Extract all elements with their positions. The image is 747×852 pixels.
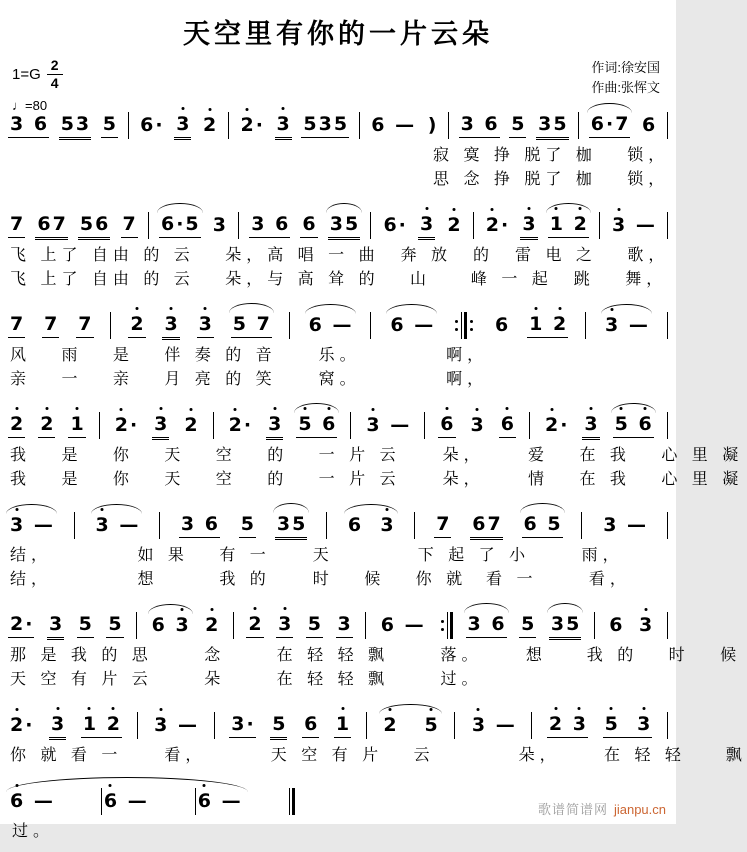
barline [159,512,160,539]
octave-dot [210,608,213,611]
lyrics-row: 亲 一 亲 月 亮 的 笑 窝。 啊， [10,371,489,388]
octave-dot [120,408,123,411]
note-group: 3 [162,313,179,338]
slur-arc [273,503,309,513]
score-line [8,400,744,492]
slur-arc [464,603,509,613]
octave-dot [620,407,623,410]
note-group: 1 2 [527,313,568,338]
octave-dot [56,707,59,710]
barline [531,712,532,739]
time-signature [47,58,63,92]
note-group: 2 [203,614,220,636]
octave-dot [388,708,391,711]
note-group: 6 5 [522,513,563,538]
barline [667,312,668,339]
barline [438,612,453,639]
slur-arc [6,504,57,514]
octave-dot [550,408,553,411]
octave-dot [554,707,557,710]
octave-dot [109,784,112,787]
score [8,97,747,852]
note-group: 5 [306,613,323,638]
note-group: 3 [197,313,214,338]
octave-dot [527,207,530,210]
note-group: 3 5 [328,213,360,238]
note-group: 3 · [229,713,255,738]
note-group: 2 [8,413,25,438]
barline [448,112,449,139]
octave-dot [15,784,18,787]
octave-dot [491,208,494,211]
lyrics-row: 过。 [12,823,55,840]
slur-arc [587,103,633,113]
note-group: 3 [469,414,486,436]
barline [667,412,668,439]
octave-dot [303,407,306,410]
barline [370,212,371,239]
note-group: 5 6 [613,413,654,438]
note-group: 6 · [140,114,163,136]
note-group: 5 [239,513,256,538]
note-group: 1 [334,713,351,738]
barline [213,412,214,439]
octave-dot [445,407,448,410]
note-group: 3 [520,213,537,238]
note-group: 3 — [470,714,517,736]
time-signature-top: 2 [47,58,63,75]
note-group: 1 2 [548,213,589,238]
barline [594,612,595,639]
barline [667,112,668,139]
octave-dot [476,408,479,411]
note-group: 2 [445,214,462,236]
note-group: 3 [336,613,353,638]
barline [359,112,360,139]
octave-dot [590,407,593,410]
octave-dot [283,607,286,610]
barline [667,512,668,539]
note-group: 2 · [543,414,569,436]
octave-dot [234,408,237,411]
note-group: 7 [434,513,451,538]
note-group: 3 6 [249,213,290,238]
octave-dot [477,708,480,711]
octave-dot [159,708,162,711]
octave-dot [506,407,509,410]
octave-dot [644,608,647,611]
octave-dot [555,207,558,210]
slur-arc [601,304,652,314]
note-group: 7 [121,213,138,238]
note-group: 5 6 [78,213,110,238]
note-group: 2 [182,414,199,436]
barline [370,312,371,339]
barline [585,312,586,339]
note-group: 6 [438,413,455,438]
note-group: 6 [499,413,516,438]
octave-dot [644,407,647,410]
note-group: 5 [77,613,94,638]
slur-arc [148,604,193,614]
octave-dot [341,707,344,710]
note-group: 3 — [93,514,140,536]
note-group: 6 [495,314,509,336]
tempo-marking: ♩=80 [12,97,48,113]
note-group: 5 [106,613,123,638]
score-line [8,700,747,768]
notation-row [8,700,668,744]
octave-dot [385,508,388,511]
octave-dot [578,707,581,710]
note-group: ) [427,114,437,136]
note-group: 5 3 5 [301,113,349,138]
notation-row [8,97,668,144]
octave-dot [190,408,193,411]
score-line [8,500,668,592]
note-group: 3 6 [466,613,507,638]
octave-dot [159,407,162,410]
song-title: 天空里有你的一片云朵 [183,19,493,49]
octave-dot [327,407,330,410]
note-group: 6 — [8,790,55,812]
lyrics-row: 你 就 看 一 看， 天 空 有 片 云 朵， 在 轻 轻 飘 [10,747,747,764]
octave-dot [579,207,582,210]
barline [214,712,215,739]
barline [99,412,100,439]
barline [667,712,668,739]
slur-arc [344,504,398,514]
note-group: 1 2 [81,713,122,738]
octave-dot [88,707,91,710]
slur-arc [520,503,565,513]
barline [350,412,351,439]
note-group: 6 — [371,114,415,136]
note-group: 3 [275,113,292,138]
note-group: 3 — [610,214,657,236]
score-line [8,200,668,292]
note-group: 6 [300,213,317,238]
lyrics-row: 天 空 有 片 云 朵 在 轻 轻 飘 过。 [10,671,483,688]
barline [136,612,137,639]
note-group: 3 [418,213,435,238]
note-group: 5 [101,113,118,138]
barline [110,312,111,339]
note-group: 5 7 [231,313,272,338]
octave-dot [253,607,256,610]
note-group: 3 [637,614,654,636]
octave-dot [15,508,18,511]
octave-dot [181,608,184,611]
barline [667,612,668,639]
octave-dot [45,407,48,410]
note-group: 3 6 [179,513,220,538]
barline [473,212,474,239]
note-group: 2 · [8,714,34,736]
lyrics-row: 我 是 你 天 空 的 一 片 云 朵， 爱 在 我 心 里 凝 [10,447,744,464]
note-group: 7 [8,213,25,238]
note-group: 6 · 5 [159,213,201,238]
octave-dot [534,307,537,310]
barline [366,712,367,739]
score-line [8,97,670,192]
octave-dot [558,307,561,310]
octave-dot [135,307,138,310]
barline [581,512,582,539]
note-group: 3 [212,214,226,236]
notation-row [8,400,668,444]
note-group: 6 — [380,614,424,636]
note-group: 2 5 [381,714,439,736]
lyrics-row: 思 念 挣 脱了 枷 锁， [433,171,670,188]
time-signature-bottom: 4 [50,75,59,92]
note-group: 3 — [364,414,411,436]
slur-arc [546,203,591,213]
barline [238,212,239,239]
note-group: 6 7 [35,213,67,238]
note-group: 5 6 [296,413,337,438]
note-group: 6 3 [346,514,396,536]
notation-row [8,200,668,244]
octave-dot [76,407,79,410]
note-group: 5 [519,613,536,638]
lyricist-credit: 作词:徐安国 [591,60,660,75]
lyrics-row: 飞 上了 自由 的 云 朵，高 唱 一 曲 奔 放 的 雷 电 之 歌， [10,247,670,264]
barline [148,212,149,239]
octave-dot [246,108,249,111]
note-group: 2 · [8,613,34,638]
note-group: 2 [128,313,145,338]
lyrics-row: 风 雨 是 伴 奏 的 音 乐。 啊， [10,347,489,364]
octave-dot [452,208,455,211]
barline [414,512,415,539]
barline [667,212,668,239]
note-group: 7 [42,313,59,338]
octave-dot [112,707,115,710]
lyrics-row: 结， 如 果 有 一 天 下 起 了 小 雨， [10,547,624,564]
note-group: 6 — [196,790,243,812]
slur-arc [386,304,437,314]
slur-arc [294,403,339,413]
barline [529,412,530,439]
barline [228,112,229,139]
note-group: 2 · [238,114,264,136]
octave-dot [204,307,207,310]
lyrics-row: 那 是 我 的 思 念 在 轻 轻 飘 落。 想 我 的 时 候 [10,647,742,664]
notation-row [8,500,668,544]
octave-dot [372,408,375,411]
barline [599,212,600,239]
barline [452,312,476,339]
lyrics-row: 飞 上了 自由 的 云 朵，与 高 耸 的 山 峰 一 起 跳 舞， [10,271,668,288]
note-group: 1 [68,413,85,438]
barline [137,712,138,739]
note-group: 6 — [102,790,149,812]
octave-dot [610,707,613,710]
barline [74,512,75,539]
note-group: 2 [246,613,263,638]
note-group: 6 · 7 [589,113,631,138]
note-group: 3 [47,613,64,638]
note-group: 6 — [388,314,435,336]
barline [365,612,366,639]
note-group: 3 5 [549,613,581,638]
note-group: 6 [609,614,623,636]
slur-arc [305,304,356,314]
octave-dot [610,308,613,311]
note-group: 6 7 [470,513,502,538]
octave-dot [642,707,645,710]
note-group: 6 3 [150,614,191,636]
note-group: 3 [266,413,283,438]
octave-dot [273,407,276,410]
note-group: 3 5 [275,513,307,538]
slur-arc [326,203,362,213]
barline [233,612,234,639]
note-group: 3 [49,713,66,738]
key-signature: 1=G [12,66,41,84]
barline [578,112,579,139]
octave-dot [15,708,18,711]
octave-dot [282,107,285,110]
credits-block [591,58,660,98]
lyrics-row: 寂 寞 挣 脱了 枷 锁， [433,147,670,164]
note-group: 6 · [383,214,406,236]
lyrics-row: 结， 想 我 的 时 候 你 就 看 一 看， [10,571,631,588]
octave-dot [203,784,206,787]
octave-dot [101,508,104,511]
composer-credit: 作曲:张恽文 [591,80,660,96]
barline [289,312,290,339]
note-group: 5 [509,113,526,138]
note-group: 3 [174,113,191,138]
note-group: 3 — [603,514,647,536]
note-group: 3 [582,413,599,438]
note-group: 2 [201,114,218,136]
note-group: 7 [8,313,25,338]
slur-arc [611,403,656,413]
note-group: 3 [276,613,293,638]
octave-dot [208,108,211,111]
note-group: 2 [38,413,55,438]
slur-arc [547,603,583,613]
note-group: 3 [152,413,169,438]
lyrics-row: 我 是 你 天 空 的 一 片 云 朵， 情 在 我 心 里 凝 [10,471,744,488]
watermark [538,799,666,818]
barline [326,512,327,539]
barline [128,112,129,139]
note-group: 3 5 [536,113,568,138]
notation-row [8,300,668,344]
octave-dot [617,208,620,211]
note-group: 5 3 [603,713,653,738]
octave-dot [425,207,428,210]
barline [424,412,425,439]
footer-site-name: 歌谱简谱网 [537,802,608,817]
octave-dot [170,307,173,310]
score-line [8,300,668,392]
notation-row [8,600,668,644]
note-group: 6 [642,114,656,136]
note-group: 6 [302,713,319,738]
octave-dot [430,708,433,711]
note-group: 2 3 [547,713,588,738]
slur-arc [91,504,142,514]
slur-arc [229,303,274,313]
octave-dot [15,407,18,410]
barline [454,712,455,739]
note-group: 5 3 [59,113,91,138]
note-group: 3 — [603,314,650,336]
note-group: 7 [76,313,93,338]
note-group: 3 6 [459,113,500,138]
note-group: 3 6 [8,113,49,138]
barline [289,788,295,815]
score-line [8,600,742,692]
note-group: 3 — [8,514,55,536]
note-group: 6 — [307,314,354,336]
note-group: 2 · [227,414,253,436]
note-group: 2 · [484,214,510,236]
note-group: 5 [270,713,287,738]
octave-dot [181,107,184,110]
slur-arc [157,203,203,213]
note-group: 2 · [113,414,139,436]
footer-site-domain: jianpu.cn [613,802,666,817]
note-group: 3 — [152,714,199,736]
